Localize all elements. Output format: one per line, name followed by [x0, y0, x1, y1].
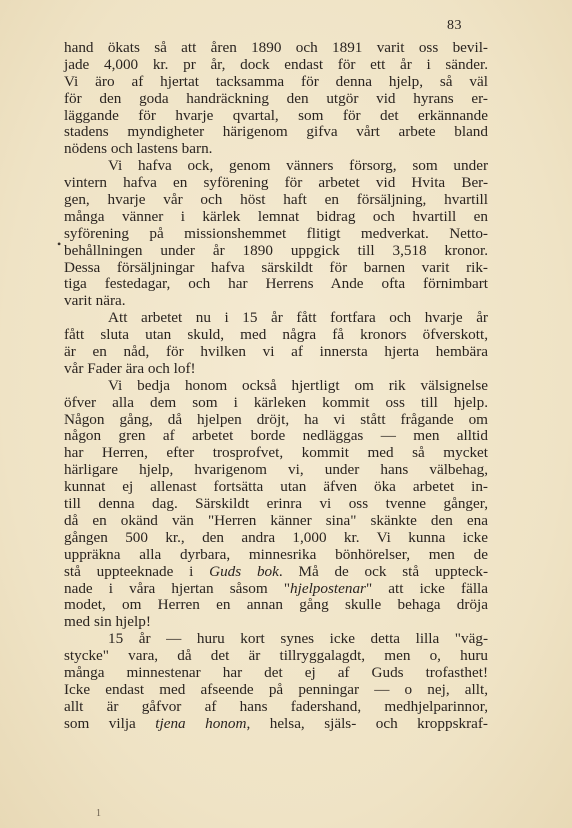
text-line: modet, om Herren en annan gång skulle behaga dröja: [64, 596, 488, 614]
text-line: nödens och lastens barn.: [64, 140, 213, 158]
text-segment: nade i våra hjertan såsom: [64, 579, 284, 597]
text-line: många vänner i kärlek lemnat bidrag och hvartill en: [64, 207, 488, 225]
text-line: har Herren, efter trosprofvet, kommit med så mycket: [64, 444, 488, 462]
text-segment: " att icke fälla: [365, 579, 488, 597]
margin-bullet-mark: •: [57, 237, 62, 251]
paragraph-5: [64, 631, 488, 732]
page-number: 83: [447, 18, 462, 33]
text-line: gen, hvarje vår och höst haft en försäljning, hvartill: [64, 191, 488, 209]
text-line: behållningen under år 1890 uppgick till 3,518 kronor.: [64, 241, 488, 259]
text-line: Att arbetet nu i 15 år fått fortfara och hvarje år: [108, 309, 488, 327]
text-line: hand ökats så att åren 1890 och 1891 varit oss bevil-: [64, 39, 488, 56]
text-line: många minnestenar har det ej af Guds trofasthet!: [64, 663, 488, 681]
text-line: [64, 581, 488, 598]
body-text: [64, 40, 488, 733]
text-line: någon gren af arbetet borde nedläggas — men alltid: [64, 427, 488, 445]
italic-hjelpostenar: hjelpostenar: [290, 579, 366, 597]
text-line: för den goda handräckning den utgör vid hyrans er-: [64, 89, 488, 107]
text-segment: , helsa, själs- och kroppskraf-: [246, 714, 488, 732]
text-line: 15 år — huru kort synes icke detta lilla "väg-: [108, 630, 488, 648]
text-segment: ": [283, 579, 291, 597]
text-line: varit nära.: [64, 292, 126, 310]
text-line: tiga festedagar, och har Herrens Ande ofta förnimbart: [64, 275, 488, 293]
text-line: stadens myndigheter härigenom gifva vårt arbete bland: [64, 123, 488, 141]
text-line: gången 500 kr., den andra 1,000 kr. Vi kunna icke: [64, 528, 488, 546]
text-segment: som vilja: [64, 714, 156, 732]
text-line: är en nåd, för hvilken vi af innersta hjerta hembära: [64, 343, 488, 361]
paragraph-3: [64, 310, 488, 378]
italic-guds-bok: Guds bok: [209, 562, 279, 580]
text-line: kunnat ej allenast fortsätta utan äfven öka arbetet in-: [64, 478, 488, 496]
text-line: Vi bedja honom också hjertligt om rik välsignelse: [108, 376, 488, 394]
text-line: syförening på missionshemmet flitigt medverkat. Netto-: [64, 224, 488, 242]
text-line: vintern hafva en syförening för arbetet vid Hvita Ber-: [64, 174, 488, 192]
text-line: jade 4,000 kr. pr år, dock endast för ett år i sänder.: [64, 55, 488, 73]
text-line: Vi hafva ock, genom vänners försorg, som under: [108, 157, 488, 175]
text-line: Vi äro af hjertat tacksamma för denna hjelp, så väl: [64, 72, 488, 90]
text-line: [64, 564, 488, 581]
text-segment: . Må de ock stå uppteck-: [278, 562, 489, 580]
paragraph-1: [64, 40, 488, 158]
text-line: med sin hjelp!: [64, 613, 151, 631]
italic-tjena-honom: tjena honom: [155, 714, 247, 732]
text-line: läggande för hvarje qvartal, som för det erkännande: [64, 106, 488, 124]
text-line: stycke" vara, då det är tillryggalagdt, men o, huru: [64, 647, 488, 665]
text-line: fått sluta utan skuld, med några få kronors öfverskott,: [64, 326, 488, 344]
paragraph-2: [64, 158, 488, 310]
bottom-page-mark: 1: [96, 808, 101, 819]
text-line: öfver alla dem som i kärleken kommit oss till hjelp.: [64, 393, 488, 411]
text-line: Dessa försäljningar hafva särskildt för barnen varit rik-: [64, 258, 488, 276]
text-line: då en okänd vän "Herren känner sina" skänkte den ena: [64, 511, 488, 529]
text-line: allt är gåfvor af hans fadershand, medhjelparinnor,: [64, 697, 488, 715]
text-line: uppräkna alla dyrbara, minnesrika bönhörelser, men de: [64, 545, 488, 563]
paragraph-4: [64, 378, 488, 631]
text-line: Icke endast med afseende på penningar — o nej, allt,: [64, 680, 488, 698]
text-segment: stå uppteeknade i: [64, 562, 210, 580]
text-line: Någon gång, då hjelpen dröjt, ha vi stått frågande om: [64, 410, 488, 428]
text-line: till denna dag. Särskildt erinra vi oss tvenne gånger,: [64, 495, 488, 513]
text-line: härligare hjelp, hvarigenom vi, under hans välbehag,: [64, 461, 488, 479]
text-line: vår Fader ära och lof!: [64, 359, 196, 377]
text-line: [64, 716, 488, 733]
